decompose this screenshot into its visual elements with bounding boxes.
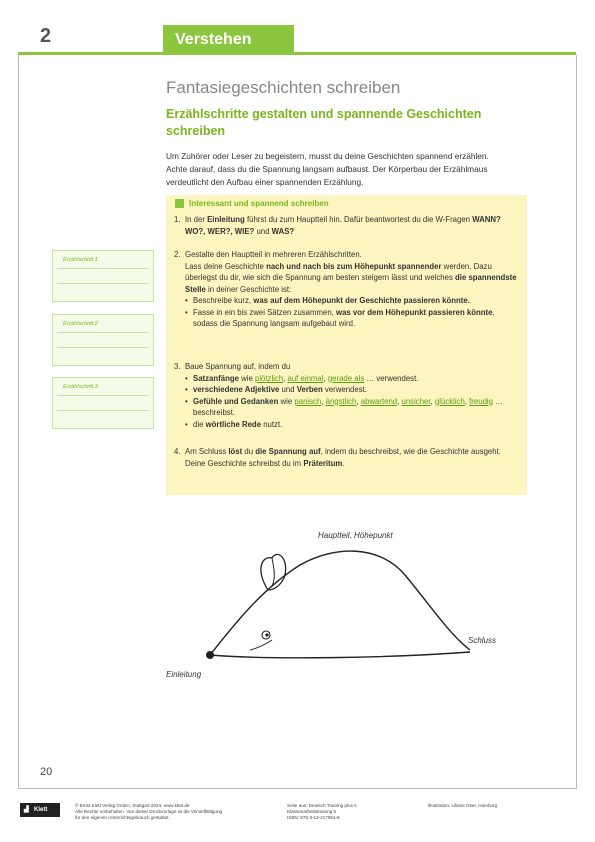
step-text: wie [238, 373, 255, 383]
bullet-item [185, 295, 519, 307]
figure-label-main-part: Hauptteil, Höhepunkt [318, 531, 393, 540]
step-bold: nach und nach bis zum Höhepunkt spannender [266, 261, 442, 271]
step-bold: löst [228, 447, 243, 456]
step-text: … beschreibst. [193, 396, 503, 417]
step-text: und [279, 385, 297, 394]
footer-line: Seite aus: Deutsch Training plus 5 [287, 803, 357, 808]
step-text: verwendest. [322, 385, 367, 394]
step-4 [174, 446, 519, 469]
page-subtitle: Erzählschritte gestalten und spannende Geschichten schreiben [166, 107, 482, 138]
step-1 [174, 214, 519, 237]
step-number: 3. [174, 362, 181, 371]
side-box-2[interactable] [52, 314, 154, 366]
step-text: nutzt. [261, 419, 283, 429]
page-frame-left [18, 55, 19, 788]
step-text: , indem du beschreibst, wie die Geschichte ausgeht. [320, 447, 501, 456]
writing-line [57, 395, 149, 396]
step-number: 1. [174, 215, 181, 224]
step-bold: was vor dem Höhepunkt passieren könnte [336, 307, 493, 317]
footer-illustration-credit [428, 803, 568, 809]
step-bold: WAS? [271, 226, 295, 236]
page-frame-bottom [18, 788, 577, 789]
bullet-item [185, 307, 519, 330]
step-text: … verwendest. [364, 373, 419, 383]
example-word: freudig [469, 396, 493, 406]
figure-label-ending: Schluss [468, 636, 497, 645]
side-box-label: Erzählschritt 2 [63, 321, 98, 327]
example-word: glücklich [434, 396, 465, 406]
footer-line: © Ernst Klett Verlag GmbH, Stuttgart 2024, www.klett.de [75, 803, 190, 808]
step-bold: was auf dem Höhepunkt der Geschichte passieren könnte. [253, 296, 470, 305]
page-frame-right [576, 55, 577, 788]
step-2 [174, 249, 519, 330]
step-text: Deine Geschichte schreibst du im [185, 458, 304, 468]
header-rule [18, 52, 576, 55]
footer-line: Alle Rechte vorbehalten. Von dieser Druckvorlage ist die Vervielfältigung [75, 809, 223, 814]
publisher-logo [20, 803, 60, 817]
story-mouse-illustration [150, 520, 520, 690]
logo-text: Klett [34, 807, 48, 813]
step-number: 4. [174, 447, 181, 456]
writing-line [57, 347, 149, 348]
step-bold: WANN? WO?, WER?, WIE? [185, 215, 501, 236]
step-text: führst du zum Hauptteil hin. Dafür beantwortest du die W-Fragen [244, 215, 473, 224]
chapter-number: 2 [40, 25, 52, 47]
bullet-item: • Satzanfänge wie plötzlich, auf einmal, gerade als … verwendest. [185, 373, 519, 385]
example-word: unsicher [401, 396, 431, 406]
side-box-3[interactable] [52, 377, 154, 429]
step-bold: Gefühle und Gedanken [193, 396, 279, 406]
footer-line: Illustration: Liliane Oser, Hamburg [428, 803, 498, 808]
green-square-icon [175, 199, 184, 208]
example-word: panisch [294, 396, 322, 406]
section-tab: Verstehen [163, 25, 294, 55]
writing-line [57, 268, 149, 269]
info-box-heading [175, 199, 329, 208]
example-word: ängstlich [325, 396, 357, 406]
footer-copyright [75, 803, 285, 821]
step-bold: Einleitung [207, 215, 245, 224]
page-number: 20 [40, 766, 53, 778]
step-text: Fasse in ein bis zwei Sätzen zusammen, [193, 307, 337, 317]
step-bold: verschiedene Adjektive [193, 385, 280, 394]
step-text: wie [278, 396, 295, 406]
footer-line: für den eigenen Unterrichtsgebrauch gestattet. [75, 815, 170, 820]
step-text: . [342, 458, 345, 468]
step-bold: Satzanfänge [193, 373, 239, 383]
figure-label-introduction: Einleitung [166, 670, 202, 679]
step-bold: Verben [296, 385, 323, 394]
footer-line: Klassenarbeitstraining 5 [287, 809, 337, 814]
writing-line [57, 332, 149, 333]
step-text: , sodass die Spannung langsam aufgebaut wird. [193, 307, 495, 328]
step-text: In der [185, 215, 208, 224]
footer-line: ISBN: 978-3-12-217961-8 [287, 815, 340, 820]
step-number: 2. [174, 250, 181, 259]
step-text: Gestalte den Hauptteil in mehreren Erzählschritten. [185, 250, 362, 259]
example-word: abwartend [360, 396, 398, 406]
step-bold: die Spannung auf [255, 447, 321, 456]
step-bold: Präteritum [303, 458, 343, 468]
writing-line [57, 410, 149, 411]
example-word: auf einmal [287, 373, 324, 383]
page-title: Fantasiegeschichten schreiben [166, 78, 401, 97]
step-text: werden. Dazu überlegst du dir, wie sich die Spannung am besten steigern lässt und welches [185, 261, 492, 282]
writing-line [57, 283, 149, 284]
step-text: in deiner Geschichte ist: [205, 284, 292, 294]
step-text: Baue Spannung auf, indem du [185, 362, 291, 371]
footer-source [287, 803, 407, 821]
side-box-label: Erzählschritt 3 [63, 384, 98, 390]
example-word: gerade als [327, 373, 365, 383]
side-box-1[interactable] [52, 250, 154, 302]
side-box-label: Erzählschritt 1 [63, 257, 98, 263]
info-box-heading-text: Interessant und spannend schreiben [189, 199, 329, 208]
step-bold: die spannendste Stelle [185, 273, 517, 294]
bullet-item [185, 384, 519, 396]
step-text: die [193, 419, 206, 429]
step-text: Lass deine Geschichte [185, 261, 267, 271]
step-text: Beschreibe kurz, [193, 296, 254, 305]
bullet-item [185, 419, 519, 431]
example-word: plötzlich [254, 373, 284, 383]
step-text: Am Schluss [185, 447, 229, 456]
step-3 [174, 361, 519, 430]
logo-mark-icon: ▟ [24, 807, 29, 813]
step-text: du [242, 447, 256, 456]
bullet-item: • Gefühle und Gedanken wie panisch, ängstlich, abwartend, unsicher, glücklich, freudig … beschreibst. [185, 396, 519, 419]
step-bold: wörtliche Rede [205, 419, 262, 429]
step-text: und [254, 226, 272, 236]
intro-paragraph: Um Zuhörer oder Leser zu begeistern, musst du deine Geschichten spannend erzählen. Achte darauf, dass du die Spannung langsam aufbaust. Der Körperbau der Erzählmaus verdeutlicht den Aufbau einer spannenden Erzählung. [166, 151, 489, 187]
